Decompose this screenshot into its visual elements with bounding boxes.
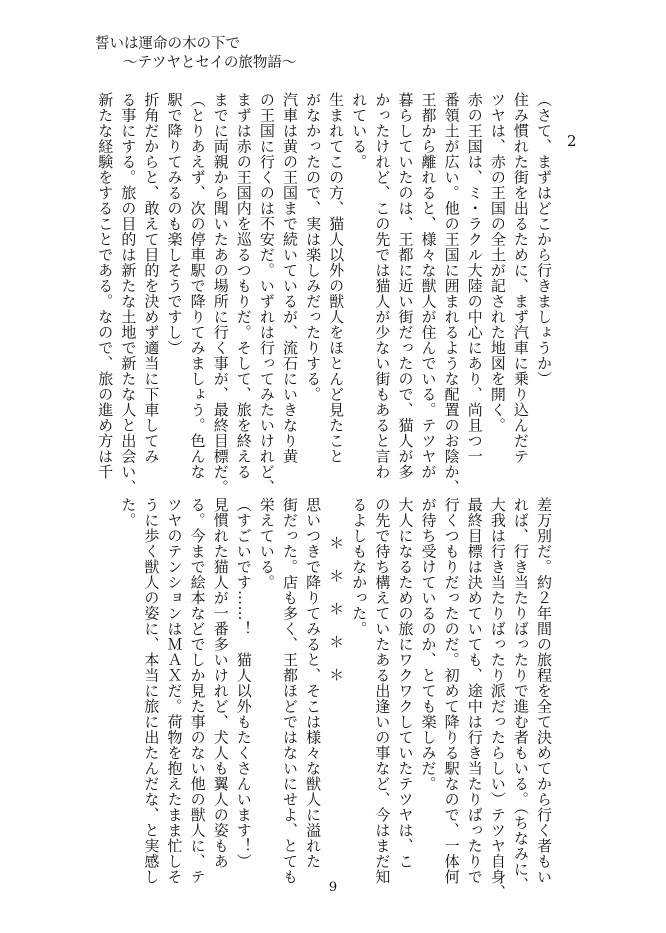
text-column: れば、行き当たりばったりで進む者もいる。（ちなみに、: [511, 497, 530, 893]
text-column: る。今まで絵本などでしか見た事のない他の獣人に、テ: [188, 497, 207, 885]
text-column: るよしもなかった。: [350, 497, 369, 637]
text-column: 最終目標は決めていても、途中は行き当たりばったりで: [465, 497, 484, 885]
text-column: 生まれてこの方、猫人以外の獣人をほとんど見たこと: [327, 92, 346, 464]
text-column: （さて、まずはどこから行きましょうか）: [535, 92, 553, 387]
text-column: 新たな経験をすることである。なので、旅の進め方は千: [96, 92, 115, 480]
text-column: 折角だからと、敢えて目的を決めず適当に下車してみ: [142, 92, 161, 464]
text-column: 赤の王国は、ミ・ラクル大陸の中心にあり、尚且つ一: [465, 92, 484, 464]
lower-text-block: [85, 497, 555, 900]
chapter-number: 2: [567, 132, 577, 150]
text-column: ツヤは、赤の王国の全土が記された地図を開く。: [488, 92, 507, 433]
text-column: （とりあえず、次の停車駅で降りてみましょう。色んな: [188, 92, 207, 480]
section-break-asterisks: ＊＊＊＊＊: [327, 535, 346, 700]
text-column: 差万別だ。約２年間の旅程を全て決めてから行く者もい: [535, 497, 553, 885]
text-column: る事にする。旅の目的は新たな土地で新たな人と出会い、: [119, 92, 138, 495]
text-column: ツヤのテンションはＭＡＸだ。荷物を抱えたまま忙しそ: [165, 497, 184, 885]
text-column: 見慣れた猫人が一番多いけれど、犬人も翼人の姿もあ: [211, 497, 230, 869]
text-column: 大人になるための旅にワクワクしていたテツヤは、こ: [396, 497, 415, 869]
text-column: が待ち受けているのか、とても楽しみだ。: [419, 497, 438, 792]
text-column: れている。: [350, 92, 369, 170]
text-column: 思いつきで降りてみると、そこは様々な獣人に溢れた: [304, 497, 323, 869]
book-title-header: [95, 35, 296, 73]
text-column: 暮らしていたのは、王都に近い街だったので、猫人が多: [396, 92, 415, 480]
page-number: 9: [328, 880, 338, 895]
text-column: の先で待ち構えていたある出逢いの事など、今はまだ知: [373, 497, 392, 885]
text-column: 街だった。店も多く、王都ほどではないにせよ、とても: [280, 497, 299, 885]
text-column: た。: [119, 497, 138, 528]
text-column: うに歩く獣人の姿に、本当に旅に出たんだな、と実感し: [142, 497, 161, 885]
text-column: 汽車は黄の王国まで続いているが、流石にいきなり黄: [280, 92, 299, 464]
text-column: 行くつもりだったのだ。初めて降りる駅なので、一体何: [442, 497, 461, 885]
text-column: 大我は行き当たりばったり派だったらしい）テツヤ自身、: [488, 497, 507, 900]
text-column: 番領土が広い。他の王国に囲まれるような配置のお陰か、: [442, 92, 461, 495]
text-column: 駅で降りてみるのも楽しそうですし）: [165, 92, 184, 356]
text-column: の王国に行くのは不安だ。いずれは行ってみたいけれど、: [257, 92, 276, 495]
text-column: （すごいです……！ 猫人以外もたくさんいます！）: [234, 497, 253, 869]
upper-text-block: [85, 92, 555, 495]
text-column: まずは赤の王国内を巡るつもりだ。そして、旅を終える: [234, 92, 253, 480]
text-column: かったけれど、この先では猫人が少ない街もあると言わ: [373, 92, 392, 480]
text-column: 王都から離れると、様々な獣人が住んでいる。テツヤが: [419, 92, 438, 480]
text-column: 栄えている。: [257, 497, 276, 590]
text-column: までに両親から聞いたあの場所に行く事が、最終目標だ。: [211, 92, 230, 495]
text-column: 住み慣れた街を出るために、まず汽車に乗り込んだテ: [511, 92, 530, 464]
book-subtitle: ～テツヤとセイの旅物語～: [123, 55, 297, 71]
text-column: がなかったので、実は楽しみだったりする。: [304, 92, 323, 402]
book-title: 誓いは運命の木の下で: [95, 36, 240, 52]
